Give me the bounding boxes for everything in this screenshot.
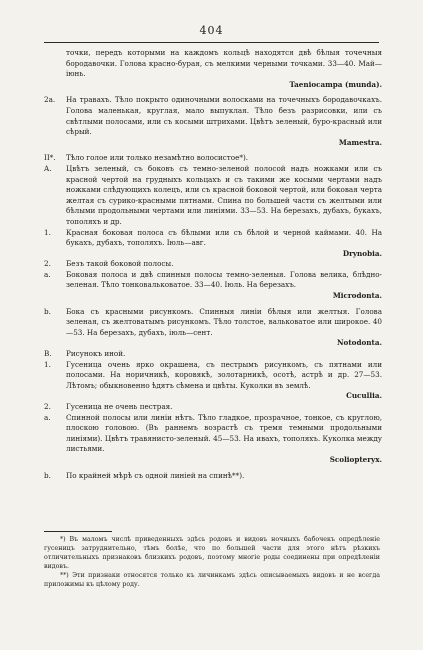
key-entry: [44, 270, 382, 291]
footnotes: [44, 535, 380, 589]
key-entry: [44, 153, 382, 164]
footnote: **) Эти признаки относятся только къ личинкамъ здѣсь описываемыхъ видовъ и не всегда приложимы къ цѣлому роду.: [44, 572, 380, 588]
entry-label: 1.: [44, 359, 51, 369]
genus-name: Cucullia.: [346, 391, 382, 401]
genus-name: Drynobia.: [342, 248, 382, 258]
entry-text: Боковая полоса и двѣ спинныя полосы темно-зеленыя. Голова велика, блѣдно-зеленая. Тѣло тонковальковатое. 33—40. Іюль. На березахъ.: [66, 269, 382, 290]
paragraph: [44, 48, 382, 80]
entry-label: b.: [44, 306, 51, 316]
key-entry: [44, 349, 382, 360]
entry-text: Красная боковая полоса съ бѣлыми или съ бѣлой и черной каймами. 40. На букахъ, дубахъ, тополяхъ. Іюль—авг.: [66, 227, 382, 248]
genus-name: Scoliopteryx.: [329, 454, 382, 464]
key-entry: [44, 307, 382, 339]
entry-text: Бока съ красными рисункомъ. Спинныя линіи бѣлыя или желтыя. Голова зеленая, съ желтоватымъ рисункомъ. Тѣло толстое, вальковатое или широкое. 40—53. На березахъ, дубахъ, іюль—сент.: [66, 306, 382, 337]
entry-label: 2а.: [44, 95, 56, 105]
genus-name: Notodonta.: [336, 338, 382, 348]
footnote-rule: [44, 531, 112, 532]
entry-text: Рисунокъ иной.: [66, 349, 126, 359]
key-entry: [44, 259, 382, 270]
genus-name: Mamestra.: [338, 137, 382, 147]
paragraph-text: точки, передъ которыми на каждомъ кольцѣ находятся двѣ бѣлыя точечныя бородавочки. Голова красно-бурая, съ мелкими черными точками. 33—40. Май—іюнь.: [66, 48, 382, 79]
entry-text: Гусеница очень ярко окрашена, съ пестрымъ рисункомъ, съ пятнами или полосами. На норичникѣ, коровякѣ, золотарникѣ, осотѣ, астрѣ и др. 27—53. Лѣтомъ; обыкновенно ѣдятъ сѣмена и цвѣты. Куколки въ землѣ.: [66, 359, 382, 390]
header-rule: [44, 42, 379, 43]
footnote: *) Въ маломъ числѣ приведенныхъ здѣсь родовъ и видовъ ночныхъ бабочекъ опредѣленіе гусеницъ затруднительно, тѣмъ болѣе, что по большей части для этого нѣтъ рѣзкихъ отличительныхъ признаковъ близкихъ родовъ, поэтому многіе роды соединены при опредѣленіи видовъ.: [44, 536, 380, 570]
entry-label: b.: [44, 470, 51, 480]
entry-text: Безъ такой боковой полосы.: [66, 259, 174, 269]
key-entry: [44, 164, 382, 228]
key-entry: [44, 228, 382, 249]
entry-text: Цвѣтъ зеленый, съ боковъ съ темно-зеленой полосой надъ ножками или съ красной чертой на грудныхъ кольцахъ и съ такими же косыми чертами надъ ножками слѣдующихъ колецъ, или съ красной боковой чертой, или боковая черта желтая съ сурико-красными пятнами. Спина по большей части съ желтыми или бѣлыми продольными чертами или линіями. 33—53. На березахъ, дубахъ, букахъ, тополяхъ и др.: [66, 163, 382, 226]
entry-text: Спинной полосы или линіи нѣтъ. Тѣло гладкое, прозрачное, тонкое, съ круглою, плоскою головою. (Въ раннемъ возрастѣ съ тремя темными продольными линіями). Цвѣтъ травянисто-зеленый. 45—53. На ивахъ, тополяхъ. Куколка между листьями.: [66, 412, 382, 454]
key-entry: [44, 360, 382, 392]
entry-text: По крайней мѣрѣ съ одной линіей на спинѣ**).: [66, 470, 245, 480]
entry-label: 1.: [44, 227, 51, 237]
entry-text: На травахъ. Тѣло покрыто одиночными волосками на точечныхъ бородавочкахъ. Голова маленькая, круглая, мало выпуклая. Тѣло безъ разрисовки, или съ свѣтлыми полосами, или съ косыми штрихами. Цвѣтъ зеленый, буро-красный или сѣрый.: [66, 95, 382, 137]
entry-label: a.: [44, 269, 51, 279]
genus-name: Microdonta.: [332, 291, 382, 301]
page-number: 404: [199, 24, 224, 37]
entry-label: B.: [44, 349, 52, 359]
entry-label: 2.: [44, 402, 51, 411]
key-entry: [44, 413, 382, 455]
entry-text: Гусеница не очень пестрая.: [66, 402, 173, 411]
entry-label: II*.: [44, 153, 56, 163]
key-entry: [44, 402, 382, 413]
entry-label: 2.: [44, 259, 51, 269]
key-entry: [44, 95, 382, 137]
key-text: [44, 48, 382, 481]
genus-name: Taeniocampa (munda).: [289, 79, 382, 89]
key-entry: [44, 471, 382, 482]
entry-label: A.: [44, 163, 52, 173]
entry-label: a.: [44, 412, 51, 422]
entry-text: Тѣло голое или только незамѣтно волосистое*).: [66, 153, 249, 163]
